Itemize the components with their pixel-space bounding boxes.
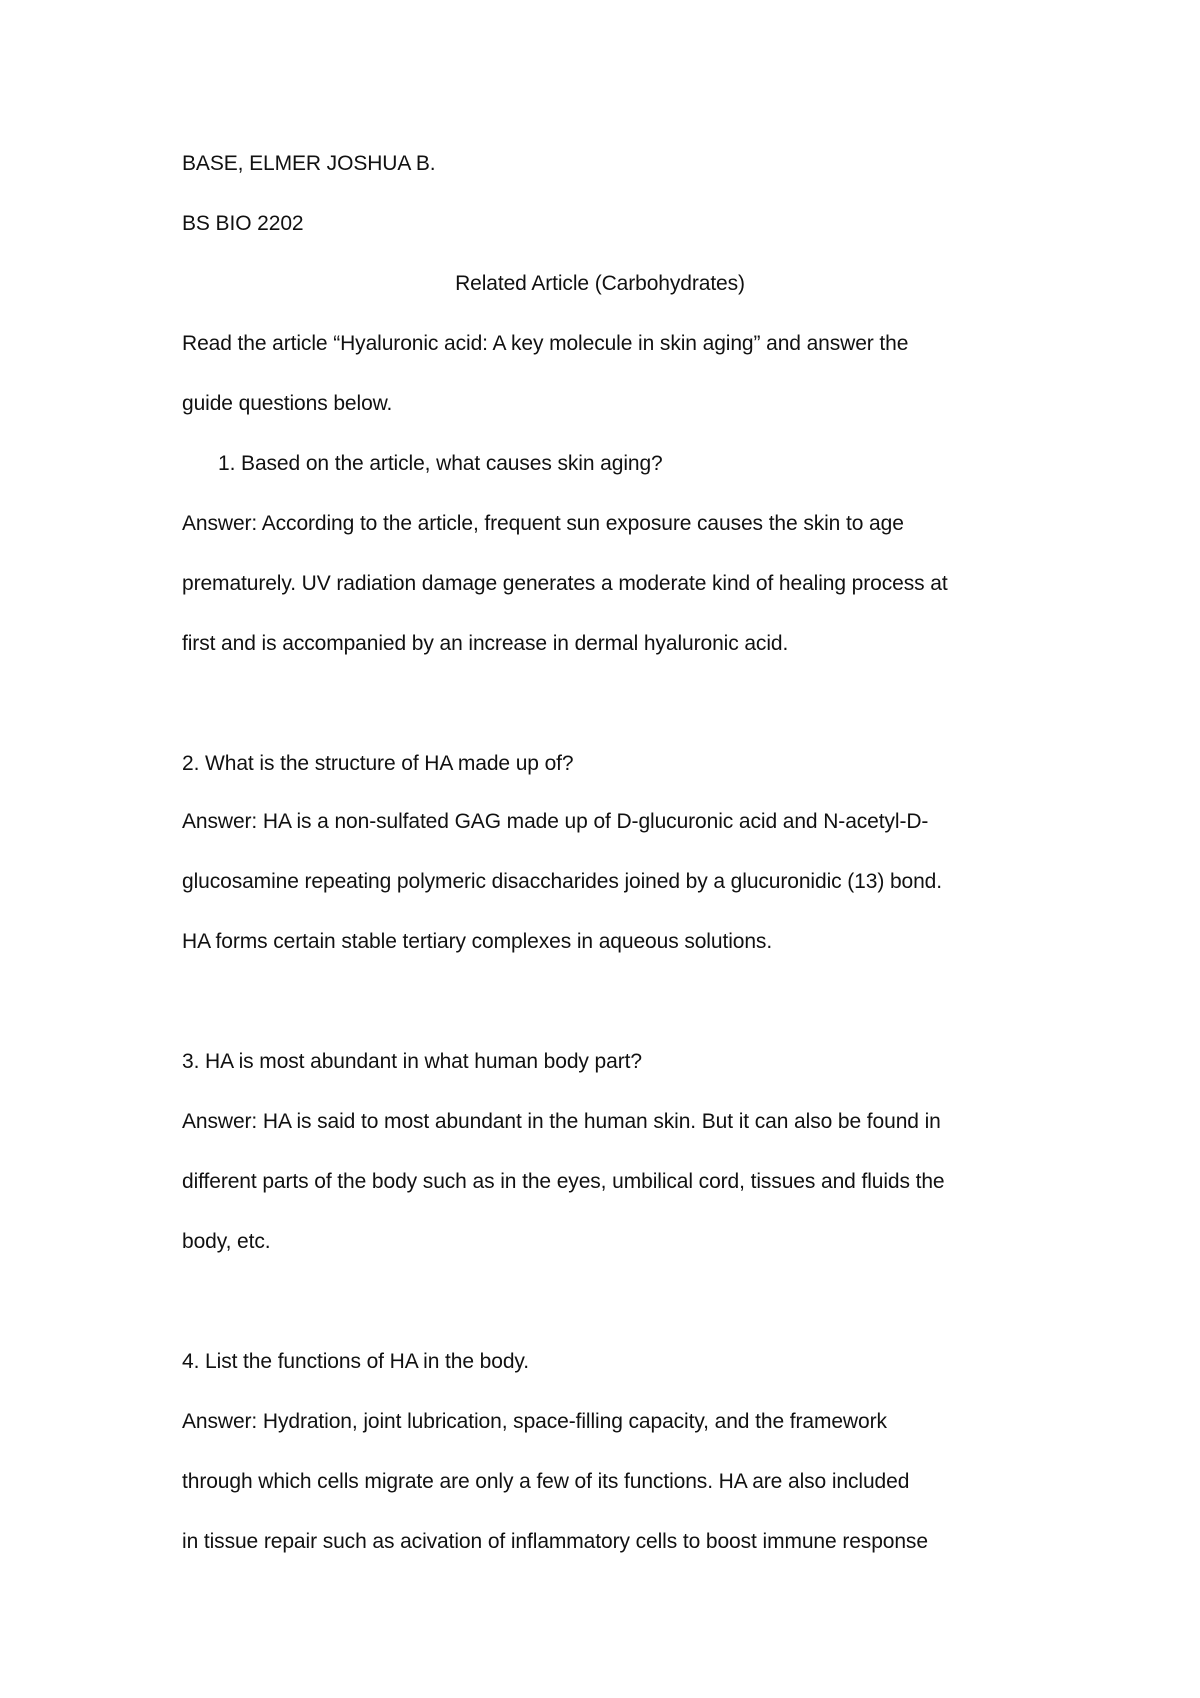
answer-3-line-2: different parts of the body such as in the eyes, umbilical cord, tissues and fluids the (182, 1170, 945, 1193)
answer-3-line-3: body, etc. (182, 1230, 271, 1253)
question-4: 4. List the functions of HA in the body. (182, 1350, 529, 1373)
answer-2-line-2: glucosamine repeating polymeric disaccharides joined by a glucuronidic (13) bond. (182, 870, 943, 893)
question-3: 3. HA is most abundant in what human body part? (182, 1050, 642, 1073)
answer-3-line-1: Answer: HA is said to most abundant in the human skin. But it can also be found in (182, 1110, 941, 1133)
answer-4-line-1: Answer: Hydration, joint lubrication, space-filling capacity, and the framework (182, 1410, 887, 1433)
answer-2-line-1: Answer: HA is a non-sulfated GAG made up of D-glucuronic acid and N-acetyl-D- (182, 810, 929, 833)
answer-2-line-3: HA forms certain stable tertiary complexes in aqueous solutions. (182, 930, 773, 953)
answer-4-line-3: in tissue repair such as acivation of inflammatory cells to boost immune response (182, 1530, 928, 1553)
intro-line-1: Read the article “Hyaluronic acid: A key molecule in skin aging” and answer the (182, 332, 909, 355)
answer-1-line-3: first and is accompanied by an increase in dermal hyaluronic acid. (182, 632, 789, 655)
answer-1-line-2: prematurely. UV radiation damage generates a moderate kind of healing process at (182, 572, 948, 595)
document-title: Related Article (Carbohydrates) (455, 272, 745, 295)
student-name: BASE, ELMER JOSHUA B. (182, 152, 436, 175)
question-2: 2. What is the structure of HA made up of? (182, 752, 574, 775)
answer-1-line-1: Answer: According to the article, frequent sun exposure causes the skin to age (182, 512, 904, 535)
student-section: BS BIO 2202 (182, 212, 304, 235)
intro-line-2: guide questions below. (182, 392, 393, 415)
question-1: 1. Based on the article, what causes skin aging? (218, 452, 663, 475)
answer-4-line-2: through which cells migrate are only a few of its functions. HA are also included (182, 1470, 910, 1493)
